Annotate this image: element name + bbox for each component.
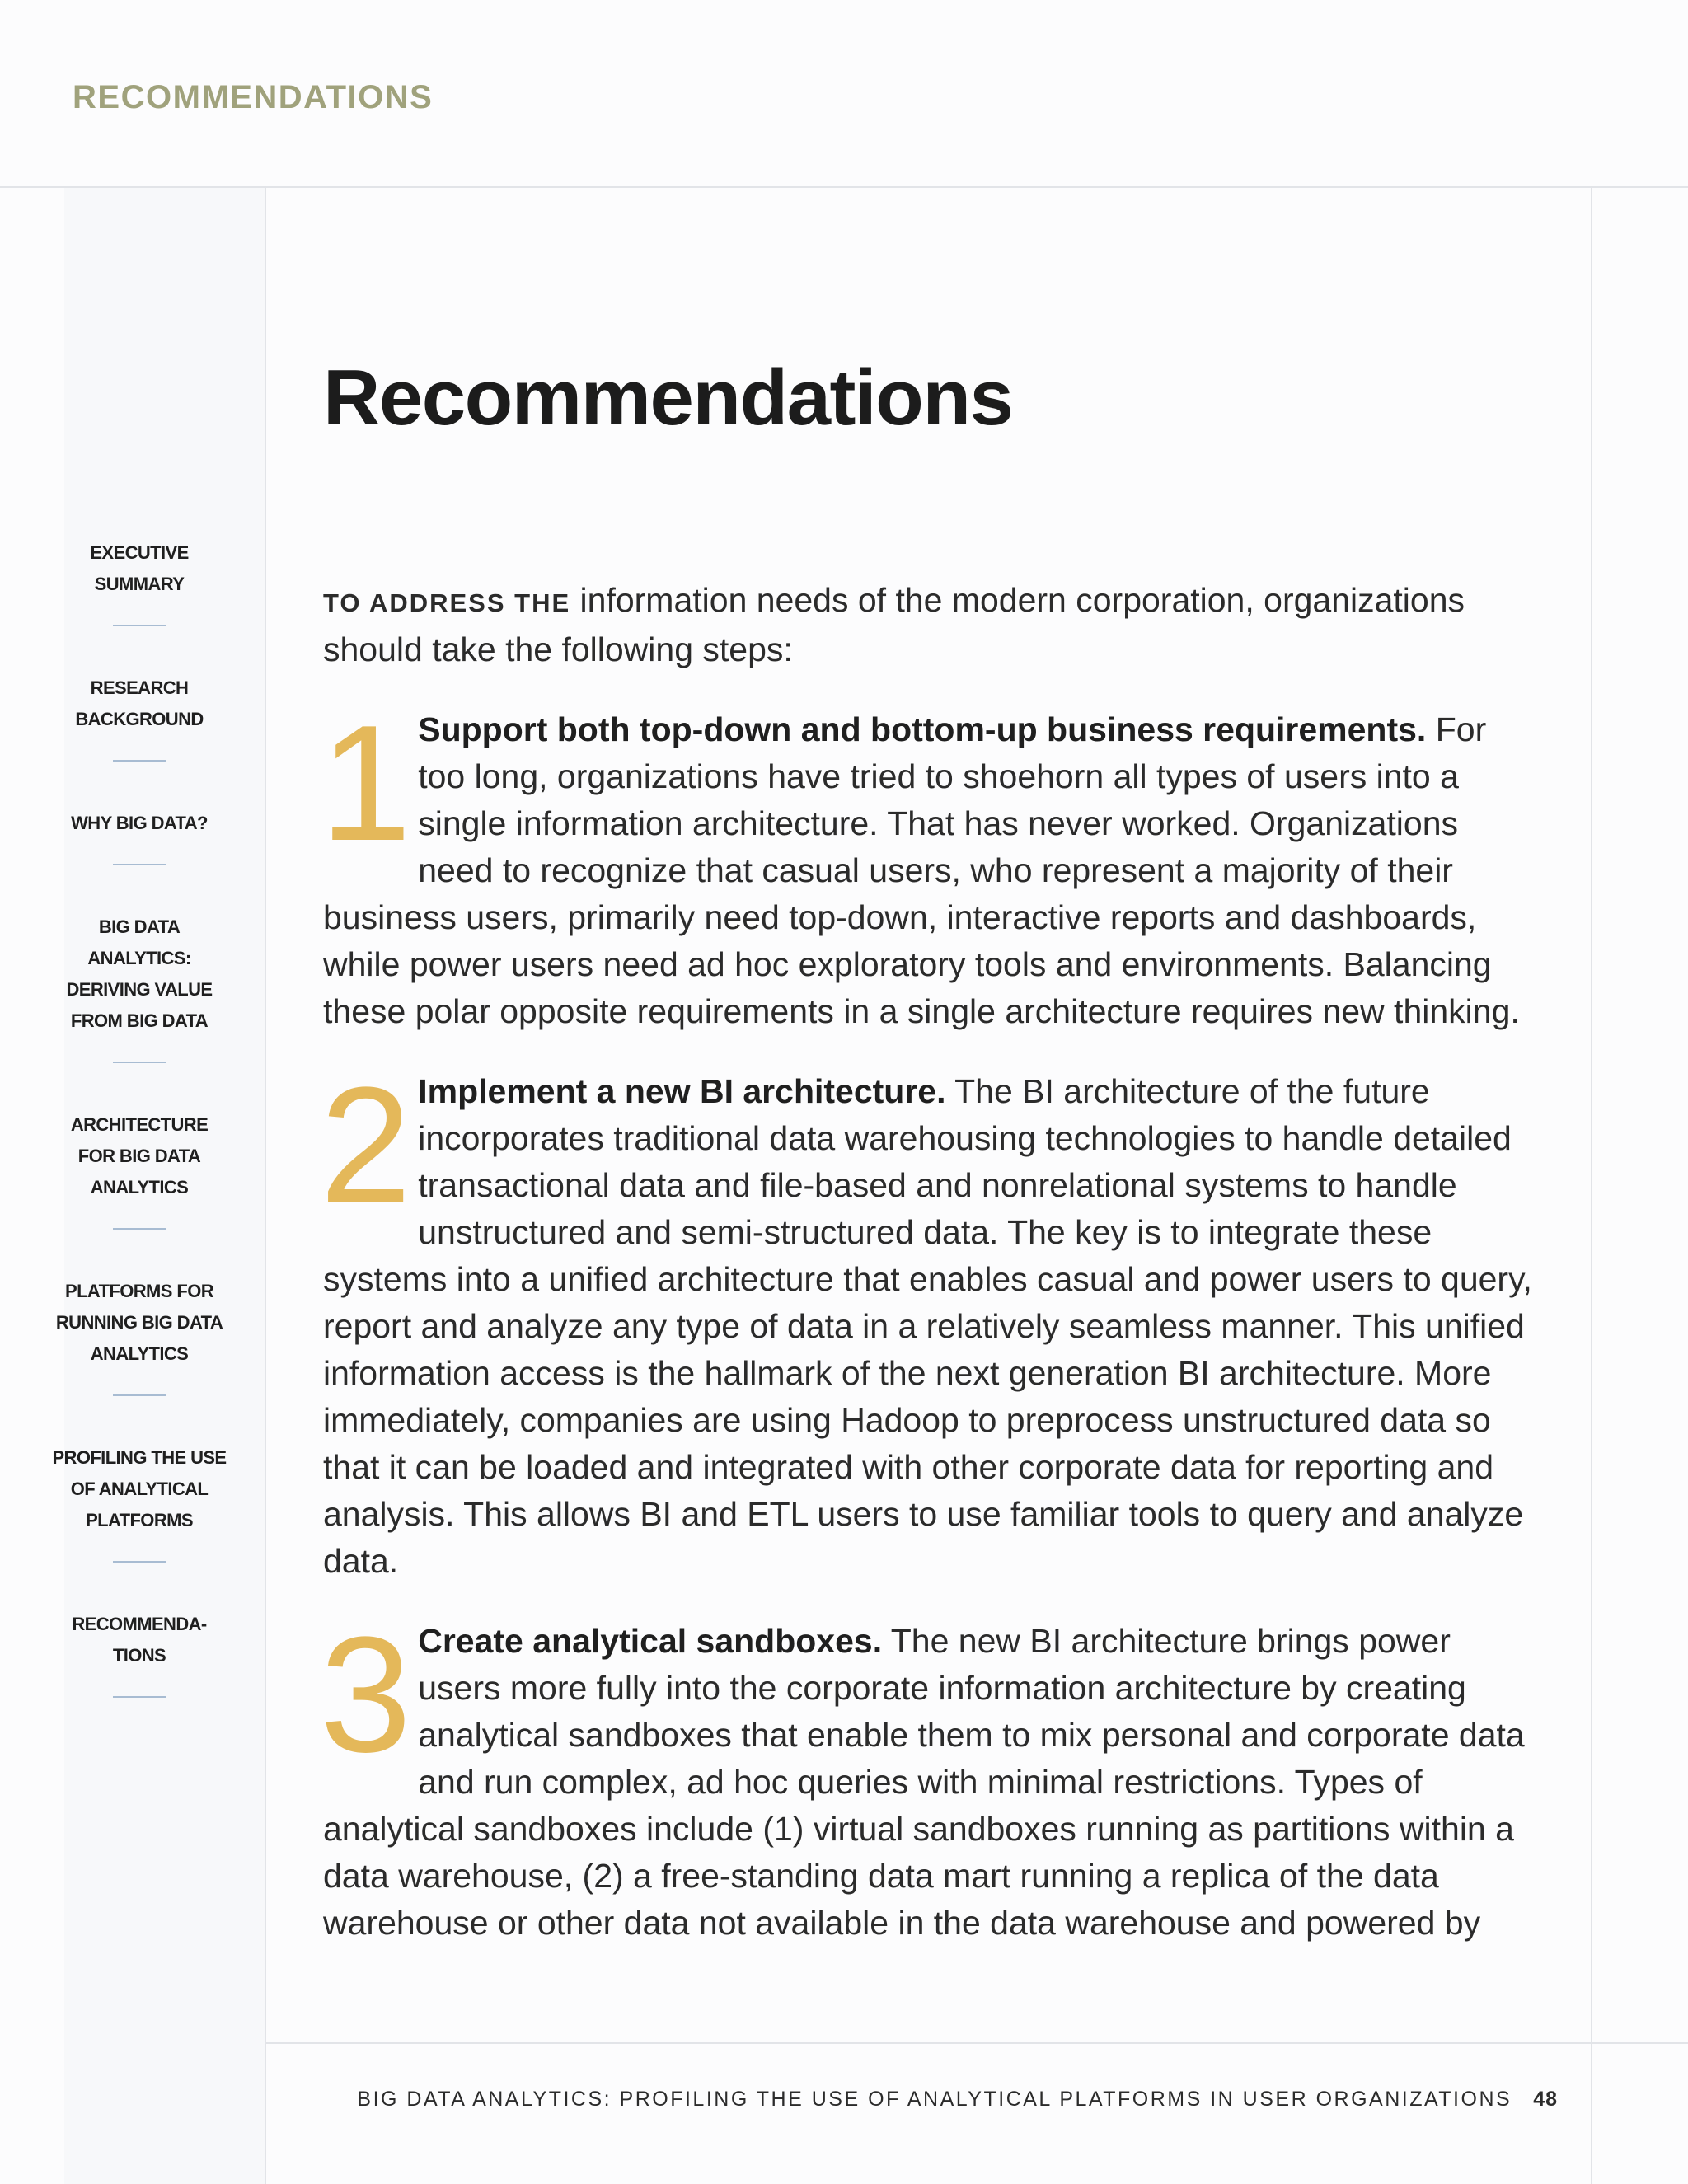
recommendation-body: The new BI architecture brings power users more fully into the corporate information architecture by creating analytical sandboxes that enable them to mix personal and corporate data and run complex, ad hoc queries with minimal restrictions. Types of analytical sandboxes include (1) virtual sandboxes running as partitions within a data warehouse, (2) a free-standing data mart running a replica of the data warehouse or other data not available in the data warehouse and powered by [323, 1622, 1525, 1942]
nav-item-executive-summary[interactable]: EXECUTIVE SUMMARY [90, 542, 189, 594]
nav-separator [113, 1228, 166, 1230]
nav-separator [113, 864, 166, 865]
nav-item-profiling[interactable]: PROFILING THE USE OF ANALYTICAL PLATFORMS [52, 1447, 227, 1530]
sidebar-divider [265, 188, 266, 2184]
nav-separator [113, 1394, 166, 1396]
recommendation-body: For too long, organizations have tried to shoehorn all types of users into a single information architecture. That has never worked. Organizations need to recognize that casual users, who represent a majority of their business users, primarily need top-down, interactive reports and dashboards, while power users need ad hoc exploratory tools and environments. Balancing these polar opposite requirements in a single architecture requires new thinking. [323, 710, 1520, 1030]
recommendation-heading: Support both top-down and bottom-up business requirements. [418, 710, 1427, 748]
main-content [320, 577, 1535, 1980]
footer-divider [266, 2042, 1688, 2044]
intro-text: information needs of the modern corporation, organizations should take the following steps: [323, 581, 1465, 668]
drop-number: 1 [320, 691, 412, 875]
recommendation-body: The BI architecture of the future incorporates traditional data warehousing technologies to handle detailed transactional data and file-based and nonrelational systems to handle unstructured and semi-structured data. The key is to integrate these systems into a unified architecture that enables casual and power users to query, report and analyze any type of data in a relatively seamless manner. This unified information access is the hallmark of the next generation BI architecture. More immediately, companies are using Hadoop to preprocess unstructured data so that it can be loaded and integrated with other corporate data for reporting and analysis. This allows BI and ETL users to use familiar tools to query and analyze data. [323, 1072, 1532, 1580]
footer-title: BIG DATA ANALYTICS: PROFILING THE USE OF ANALYTICAL PLATFORMS IN USER ORGANIZATIONS [357, 2088, 1512, 2111]
page-footer [357, 2088, 1558, 2111]
nav-item-recommendations[interactable]: RECOMMENDA- TIONS [72, 1614, 207, 1666]
nav-item-why-big-data[interactable]: WHY BIG DATA? [71, 813, 208, 833]
recommendation-2 [320, 1053, 1535, 1585]
nav-item-big-data-analytics[interactable]: BIG DATA ANALYTICS: DERIVING VALUE FROM BIG DATA [66, 916, 213, 1031]
recommendation-heading: Implement a new BI architecture. [418, 1072, 946, 1110]
nav-separator [113, 1561, 166, 1563]
nav-separator [113, 760, 166, 762]
intro-paragraph [323, 577, 1535, 673]
right-margin-divider [1591, 188, 1592, 2184]
nav-item-research-background[interactable]: RESEARCH BACKGROUND [75, 677, 204, 729]
recommendation-heading: Create analytical sandboxes. [418, 1622, 883, 1660]
section-nav [49, 537, 229, 1744]
running-head: RECOMMENDATIONS [73, 79, 434, 115]
page-title: Recommendations [323, 354, 1013, 442]
drop-number: 2 [320, 1053, 412, 1237]
drop-number: 3 [320, 1603, 412, 1787]
nav-separator [113, 625, 166, 626]
intro-lead-in: TO ADDRESS THE [323, 588, 571, 617]
nav-item-architecture[interactable]: ARCHITECTURE FOR BIG DATA ANALYTICS [70, 1114, 209, 1197]
nav-separator [113, 1696, 166, 1698]
page-number: 48 [1533, 2088, 1558, 2111]
nav-item-platforms[interactable]: PLATFORMS FOR RUNNING BIG DATA ANALYTICS [55, 1281, 223, 1364]
recommendation-1 [320, 691, 1535, 1035]
nav-separator [113, 1062, 166, 1063]
recommendation-3 [320, 1603, 1535, 1947]
